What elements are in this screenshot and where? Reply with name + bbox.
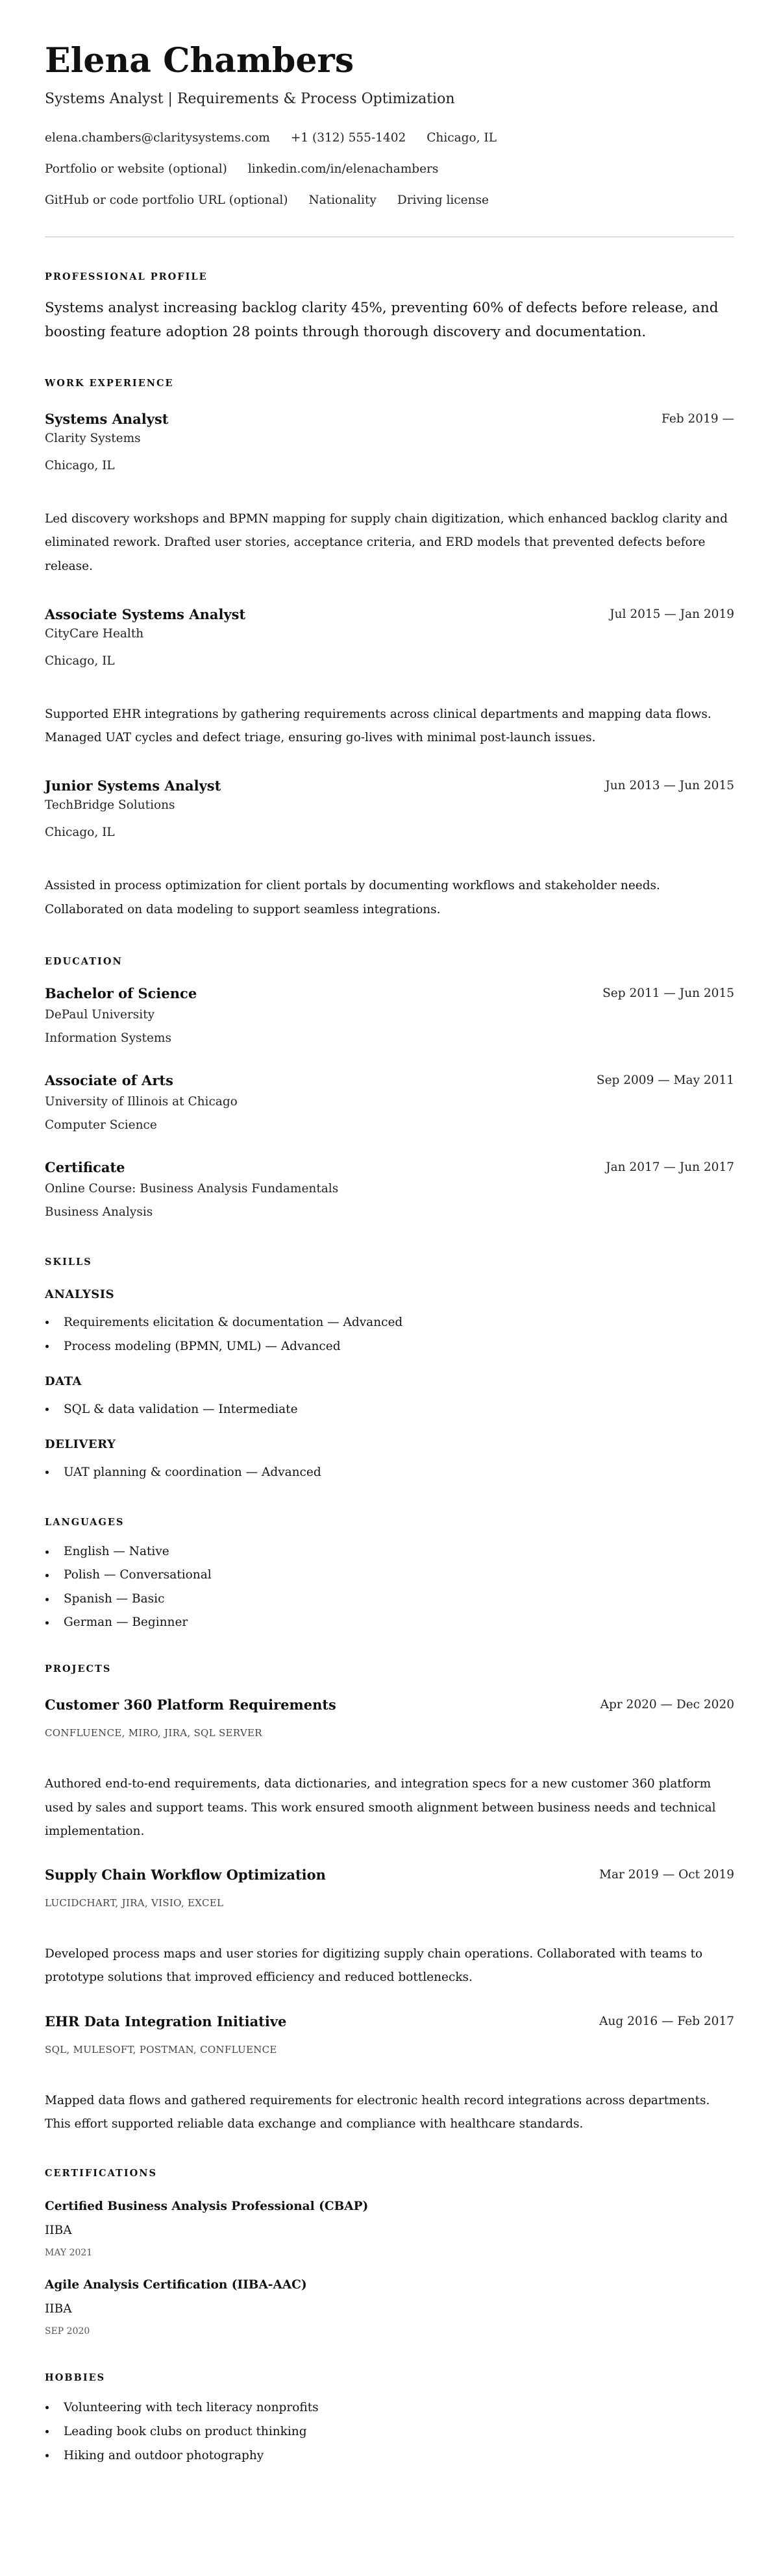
job-dates: Jul 2015 — Jan 2019 — [610, 607, 734, 621]
contact-row — [45, 160, 734, 179]
hobby-item: Leading book clubs on product thinking — [45, 2420, 734, 2444]
field-of-study: Business Analysis — [45, 1205, 153, 1220]
github-link[interactable]: GitHub or code portfolio URL (optional) — [45, 193, 288, 207]
project-tools: CONFLUENCE, MIRO, JIRA, SQL SERVER — [45, 1727, 262, 1739]
job-entry — [45, 776, 734, 922]
education-entry — [45, 984, 734, 1050]
job-title: Junior Systems Analyst — [45, 778, 221, 794]
company: CityCare Health — [45, 626, 144, 641]
linkedin-link[interactable]: linkedin.com/in/elenachambers — [247, 162, 439, 176]
job-entry — [45, 605, 734, 750]
job-dates: Jun 2013 — Jun 2015 — [605, 779, 734, 793]
driving-license: Driving license — [397, 193, 489, 207]
job-title: Systems Analyst — [45, 411, 169, 427]
project-description: Authored end-to-end requirements, data dictionaries, and integration specs for a new customer 360 platform used by sales and support teams. This work ensured smooth alignment between business needs and technical implementation. — [45, 1777, 716, 1838]
certification-date: MAY 2021 — [45, 2248, 93, 2259]
skill-item: SQL & data validation — Intermediate — [45, 1397, 734, 1421]
profile-summary: Systems analyst increasing backlog clarity 45%, preventing 60% of defects before release, and boosting feature adoption 28 points through thorough discovery and documentation. — [45, 300, 719, 340]
school: Online Course: Business Analysis Fundamentals — [45, 1182, 339, 1196]
section-title: HOBBIES — [45, 2372, 106, 2384]
language-item: German — Beginner — [45, 1611, 734, 1634]
education-entry — [45, 1158, 734, 1224]
school: University of Illinois at Chicago — [45, 1095, 238, 1109]
hobbies-section — [45, 2372, 734, 2468]
project-dates: Mar 2019 — Oct 2019 — [599, 1868, 734, 1882]
job-description: Led discovery workshops and BPMN mapping for supply chain digitization, which enhanced backlog clarity and eliminated rework. Drafted user stories, acceptance criteria, and ERD models that prevented defects before release. — [45, 512, 728, 573]
skill-group-title: DELIVERY — [45, 1438, 116, 1452]
portfolio-link[interactable]: Portfolio or website (optional) — [45, 162, 227, 176]
education-dates: Sep 2009 — May 2011 — [596, 1073, 734, 1088]
project-dates: Apr 2020 — Dec 2020 — [600, 1698, 734, 1712]
section-title: CERTIFICATIONS — [45, 2168, 157, 2179]
job-dates: Feb 2019 — — [662, 412, 734, 426]
hobby-item: Volunteering with tech literacy nonprofits — [45, 2396, 734, 2420]
skill-item: Requirements elicitation & documentation — Advanced — [45, 1310, 734, 1334]
contact-row — [45, 191, 734, 210]
project-description: Mapped data flows and gathered requirements for electronic health record integrations across departments. This effort supported reliable data exchange and compliance with healthcare standards. — [45, 2093, 710, 2131]
skill-item: UAT planning & coordination — Advanced — [45, 1460, 734, 1484]
skill-group-title: DATA — [45, 1375, 82, 1389]
skills-section — [45, 1256, 734, 1484]
certification-entry — [45, 2276, 734, 2339]
job-location: Chicago, IL — [45, 459, 115, 472]
resume-header — [45, 40, 734, 238]
degree: Certificate — [45, 1159, 125, 1176]
profile-section — [45, 271, 734, 344]
experience-section — [45, 377, 734, 922]
skill-list — [45, 1310, 734, 1358]
project-entry — [45, 1695, 734, 1843]
location: Chicago, IL — [427, 131, 497, 145]
project-name: Customer 360 Platform Requirements — [45, 1697, 336, 1713]
skill-list — [45, 1460, 734, 1484]
job-location: Chicago, IL — [45, 826, 115, 840]
language-item: English — Native — [45, 1540, 734, 1564]
languages-section — [45, 1516, 734, 1634]
language-item: Spanish — Basic — [45, 1588, 734, 1611]
language-list — [45, 1540, 734, 1634]
education-dates: Jan 2017 — Jun 2017 — [606, 1160, 734, 1175]
certification-entry — [45, 2198, 734, 2261]
hobby-list — [45, 2396, 734, 2468]
projects-section — [45, 1663, 734, 2136]
education-entry — [45, 1071, 734, 1137]
field-of-study: Information Systems — [45, 1031, 171, 1046]
job-description: Assisted in process optimization for client portals by documenting workflows and stakeholder needs. Collaborated on data modeling to support seamless integrations. — [45, 879, 660, 916]
header-divider — [45, 236, 734, 238]
school: DePaul University — [45, 1008, 155, 1022]
certification-date: SEP 2020 — [45, 2326, 90, 2337]
project-tools: SQL, MULESOFT, POSTMAN, CONFLUENCE — [45, 2043, 277, 2055]
headline: Systems Analyst | Requirements & Process Optimization — [45, 91, 455, 107]
project-description: Developed process maps and user stories for digitizing supply chain operations. Collaborated with teams to prototype solutions that improved efficiency and reduced bottlenecks. — [45, 1947, 703, 1985]
field-of-study: Computer Science — [45, 1118, 157, 1133]
certification-name: Certified Business Analysis Professional (CBAP) — [45, 2200, 369, 2214]
email-link[interactable]: elena.chambers@claritysystems.com — [45, 131, 270, 145]
company: TechBridge Solutions — [45, 798, 175, 813]
candidate-name: Elena Chambers — [45, 41, 354, 80]
project-entry — [45, 2012, 734, 2137]
certification-name: Agile Analysis Certification (IIBA-AAC) — [45, 2278, 307, 2292]
company: Clarity Systems — [45, 432, 141, 445]
section-title: PROFESSIONAL PROFILE — [45, 271, 208, 282]
hobby-item: Hiking and outdoor photography — [45, 2444, 734, 2468]
certification-issuer: IIBA — [45, 2224, 72, 2238]
certification-issuer: IIBA — [45, 2302, 72, 2316]
project-name: EHR Data Integration Initiative — [45, 2013, 287, 2030]
education-dates: Sep 2011 — Jun 2015 — [602, 987, 734, 1001]
certifications-section — [45, 2167, 734, 2339]
phone: +1 (312) 555-1402 — [290, 131, 406, 145]
section-title: EDUCATION — [45, 956, 123, 968]
project-dates: Aug 2016 — Feb 2017 — [599, 2014, 734, 2028]
contact-row — [45, 129, 734, 148]
nationality: Nationality — [308, 193, 377, 207]
skill-item: Process modeling (BPMN, UML) — Advanced — [45, 1334, 734, 1358]
job-description: Supported EHR integrations by gathering requirements across clinical departments and mapping data flows. Managed UAT cycles and defect triage, ensuring go-lives with minimal post-launch issues. — [45, 707, 711, 745]
section-title: PROJECTS — [45, 1663, 112, 1675]
degree: Bachelor of Science — [45, 985, 197, 1002]
job-location: Chicago, IL — [45, 654, 115, 668]
project-name: Supply Chain Workflow Optimization — [45, 1867, 326, 1883]
degree: Associate of Arts — [45, 1072, 173, 1089]
education-section — [45, 955, 734, 1224]
section-title: LANGUAGES — [45, 1517, 125, 1528]
skill-group-title: ANALYSIS — [45, 1288, 115, 1302]
job-title: Associate Systems Analyst — [45, 606, 246, 622]
section-title: SKILLS — [45, 1257, 92, 1268]
project-entry — [45, 1865, 734, 1990]
project-tools: LUCIDCHART, JIRA, VISIO, EXCEL — [45, 1897, 224, 1909]
language-item: Polish — Conversational — [45, 1564, 734, 1587]
section-title: WORK EXPERIENCE — [45, 378, 174, 389]
job-entry — [45, 410, 734, 578]
skill-list — [45, 1397, 734, 1421]
